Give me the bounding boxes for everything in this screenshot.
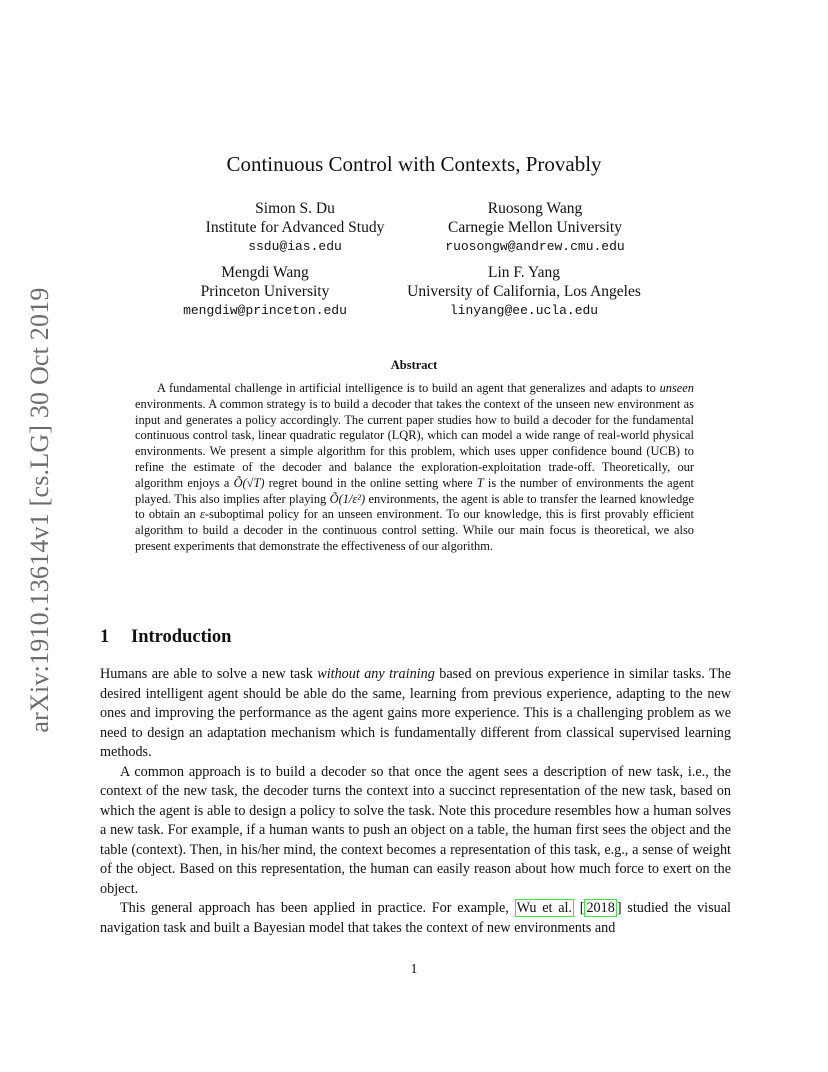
emphasis: without any training (317, 666, 435, 682)
paper-title: Continuous Control with Contexts, Provably (226, 152, 602, 176)
emphasis: unseen (659, 381, 694, 395)
body-paragraph: This general approach has been applied in practice. For example, Wu et al. [ 2018 ] studied the visual navigation task and built a Bayesian model that takes the context of new environments and (100, 900, 731, 936)
author-name: Ruosong Wang (487, 200, 583, 217)
author-block (160, 263, 370, 320)
author-affiliation: Princeton University (200, 283, 330, 300)
body-paragraph: A common approach is to build a decoder so that once the agent sees a description of new task, i.e., the context of the new task, the decoder turns the context into a succinct representation of the new task, based on which the agent is able to design a policy to solve the task. Note this procedure resembles how a human solves a new task. For example, if a human wants to push an object on a table, the human first sees the object and the table (context). Then, in his/her mind, the context becomes a representation of this task, e.g., a sense of weight of the object. Based on this representation, the human can easily reason about how much force to exert on the object. (100, 763, 731, 897)
author-block (385, 263, 663, 320)
math-variable: ε (199, 507, 205, 522)
author-email: ssdu@ias.edu (248, 239, 342, 254)
math-variable: T (476, 475, 484, 490)
author-email: ruosongw@andrew.cmu.edu (445, 239, 625, 254)
arxiv-identifier: arXiv:1910.13614v1 [cs.LG] 30 Oct 2019 (25, 287, 54, 733)
page-number: 1 (410, 962, 418, 977)
author-name: Mengdi Wang (221, 264, 309, 281)
author-block (420, 199, 650, 256)
author-name: Lin F. Yang (488, 264, 560, 281)
abstract-heading: Abstract (390, 358, 438, 372)
abstract-paragraph: A fundamental challenge in artificial intelligence is to build an agent that generalizes and adapts to unseen environments. A common strategy is to build a decoder that takes the context of the unseen new environment as input and generates a policy accordingly. The current paper studies how to build a decoder for the fundamental continuous control task, linear quadratic regulator (LQR), which can model a wide range of real-world physical environments. We present a simple algorithm for this problem, which uses upper confidence bound (UCB) to refine the estimate of the decoder and balance the exploration-exploitation trade-off. Theoretically, our algorithm enjoys a Õ(√T) regret bound in the online setting where T is the number of environments the agent played. This also implies after playing Õ(1/ε²) environments, the agent is able to transfer the learned knowledge to obtain an ε-suboptimal policy for an unseen environment. To our knowledge, this is first provably efficient algorithm to build a decoder in the continuous control setting. While our main focus is theoretical, we also present experiments that demonstrate the effectiveness of our algorithm. (135, 381, 694, 553)
abstract-text (135, 381, 694, 555)
author-email: mengdiw@princeton.edu (183, 303, 347, 318)
section-heading (100, 627, 231, 648)
math-sample-bound: Õ(1/ε²) (329, 491, 366, 506)
section-title: Introduction (131, 627, 232, 647)
author-affiliation: Carnegie Mellon University (448, 219, 622, 236)
author-name: Simon S. Du (255, 200, 335, 217)
citation-year-link[interactable]: 2018 (586, 900, 615, 916)
math-regret-bound: Õ(√T) (233, 475, 265, 490)
author-affiliation: University of California, Los Angeles (407, 283, 641, 300)
author-affiliation: Institute for Advanced Study (205, 219, 385, 236)
author-email: linyang@ee.ucla.edu (449, 303, 599, 318)
section-number: 1 (100, 627, 110, 647)
body-text (100, 665, 731, 938)
author-block (190, 199, 400, 256)
body-paragraph: Humans are able to solve a new task without any training based on previous experience in similar tasks. The desired intelligent agent should be able do the same, learning from previous experience, adapting to the new ones and improving the performance as the agent gains more experience. This is a challenging problem as we need to design an adaptation mechanism which is fundamentally different from classical supervised learning methods. (100, 666, 731, 760)
citation-link[interactable]: Wu et al. (516, 900, 572, 916)
